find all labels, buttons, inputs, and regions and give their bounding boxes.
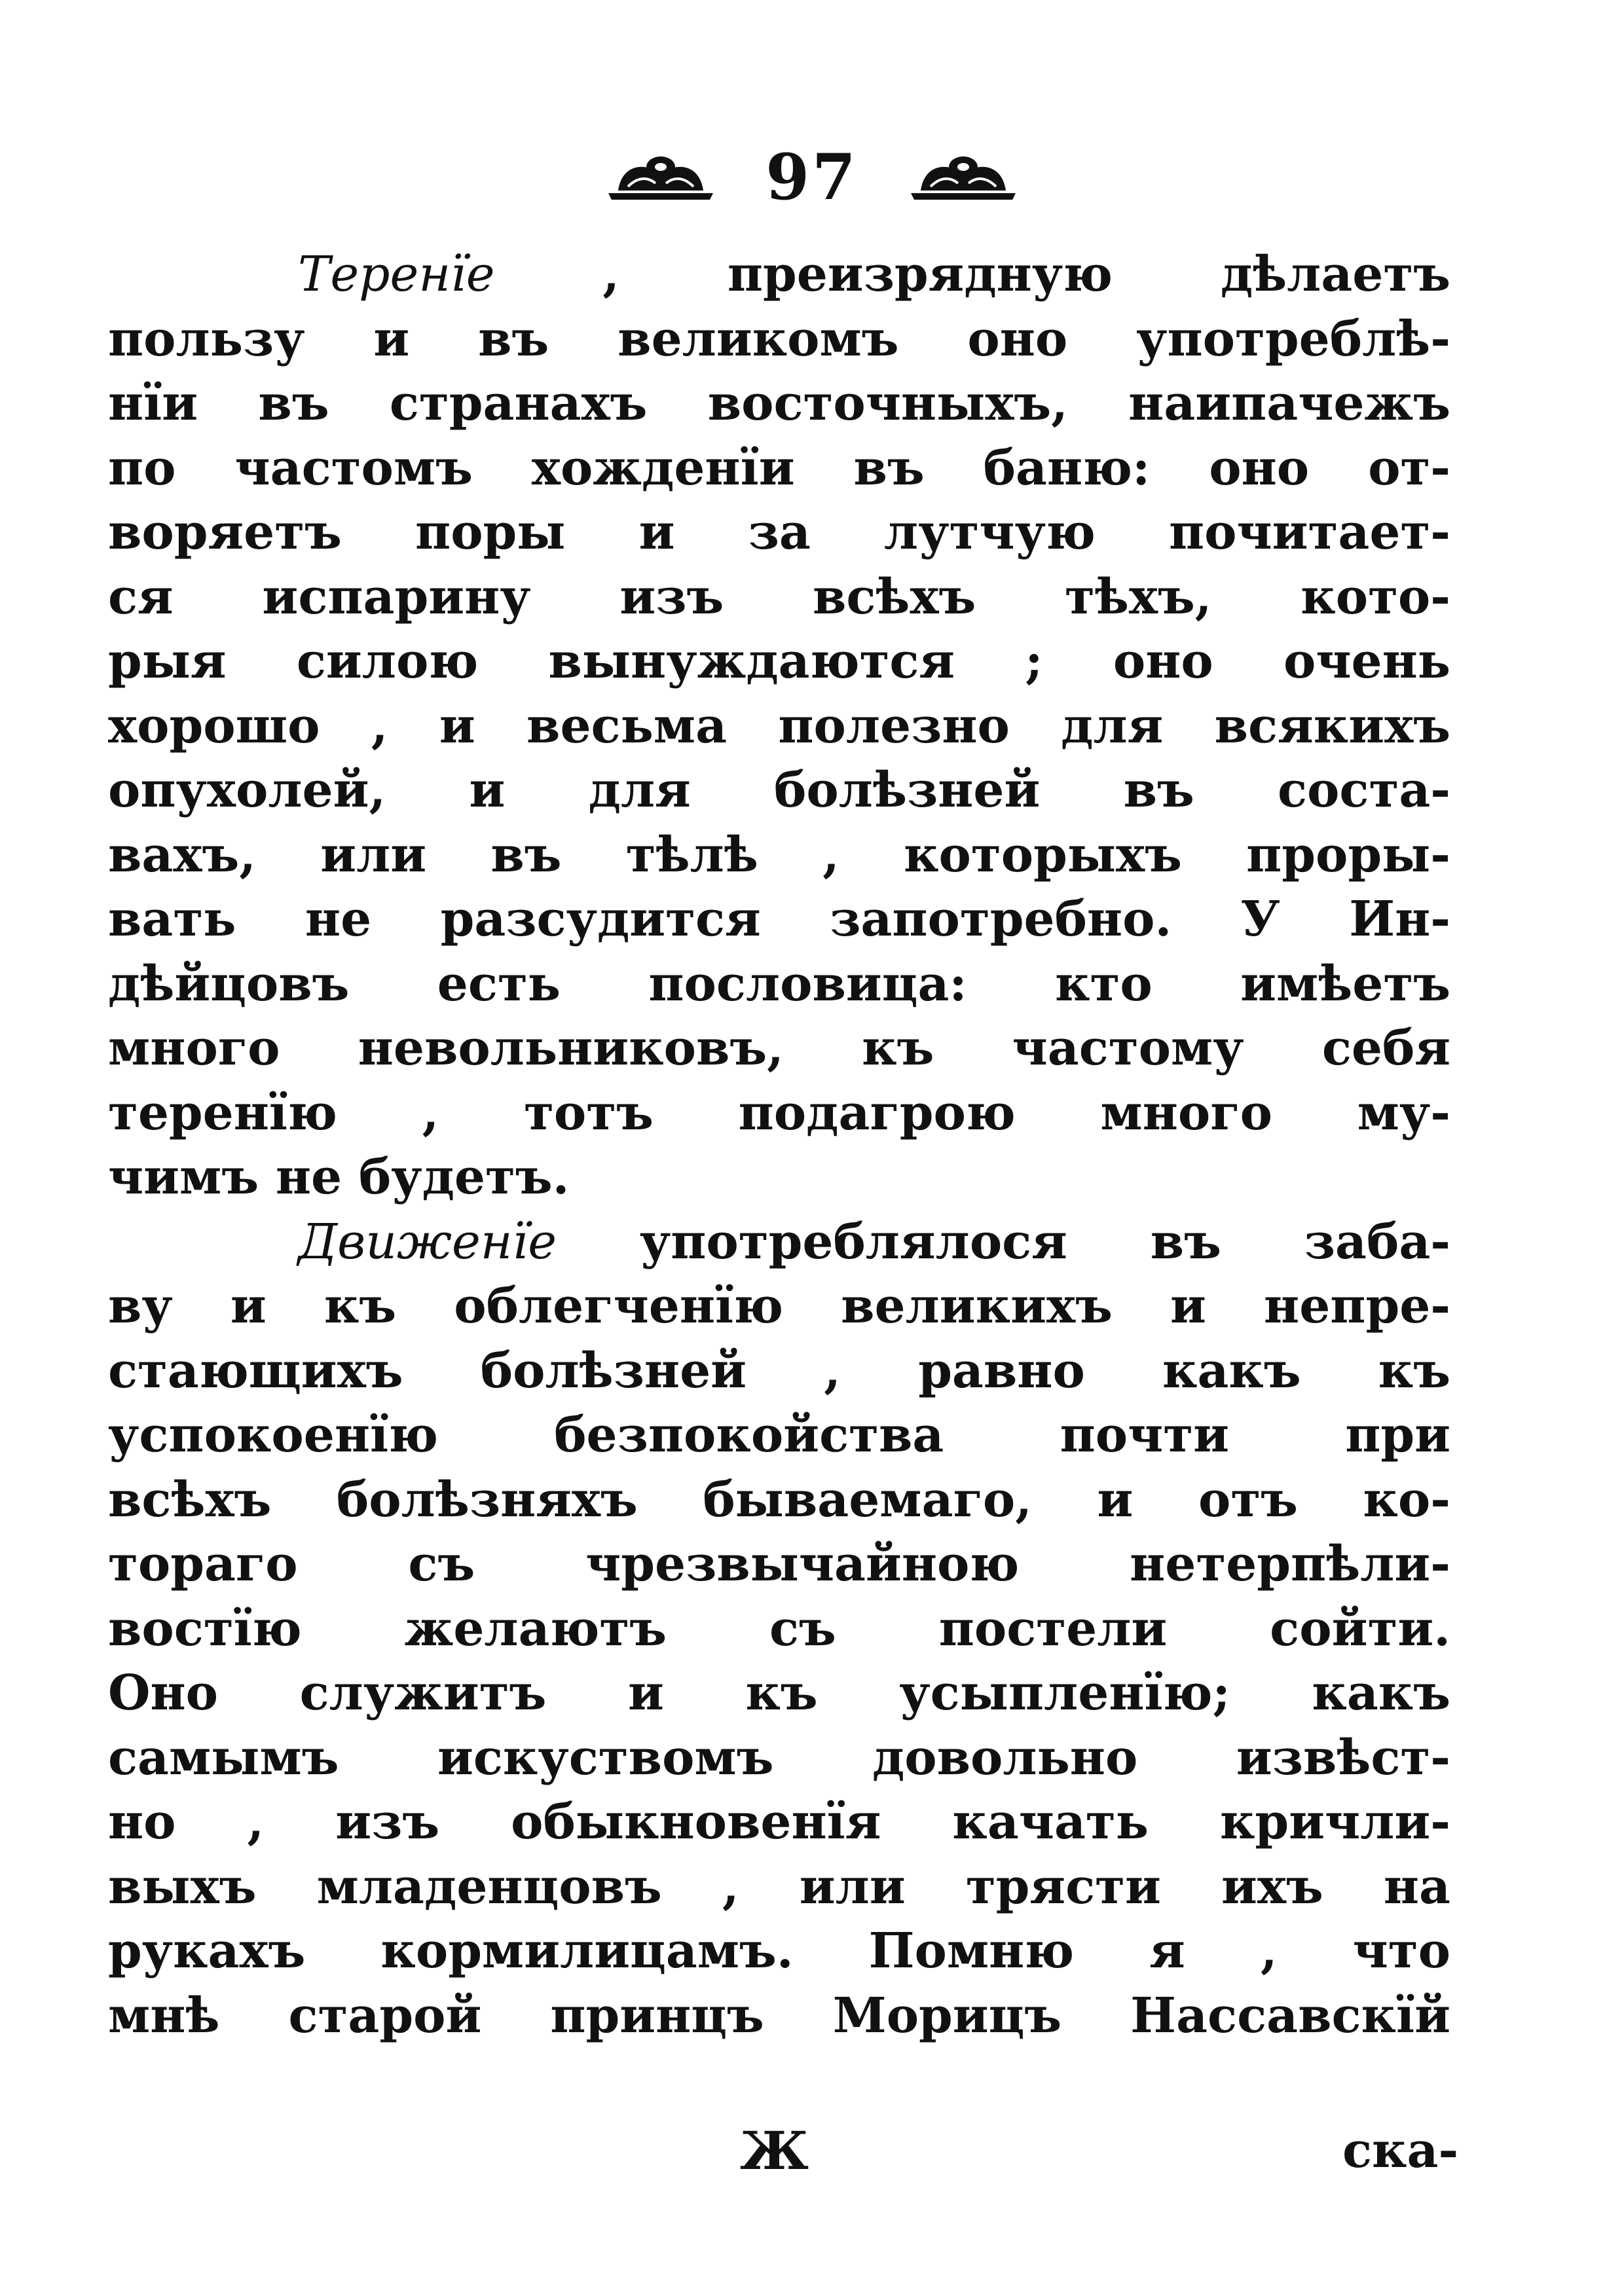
catchword: ска- <box>1342 2123 1459 2179</box>
text-line: по частомъ хожденїи въ баню: оно от- <box>108 439 1450 496</box>
crown-ornament-icon <box>602 147 720 206</box>
text-line: всѣхъ болѣзняхъ бываемаго, и отъ ко- <box>108 1471 1450 1528</box>
text-line: востїю желаютъ съ постели сойти. <box>108 1600 1450 1657</box>
text-line: дѣйцовъ есть пословица: кто имѣетъ <box>108 955 1450 1012</box>
text-line: тораго съ чрезвычайною нетерпѣли- <box>108 1536 1450 1592</box>
text-line: Оно служитъ и къ усыпленїю; какъ <box>108 1665 1450 1721</box>
text-line <box>108 242 1450 307</box>
text-line: нїи въ странахъ восточныхъ, наипачежъ <box>108 375 1450 431</box>
line-text: употреблялося въ забa- <box>639 1213 1450 1270</box>
body-text <box>108 242 1450 2048</box>
text-line: ся испарину изъ всѣхъ тѣхъ, кото- <box>108 568 1450 625</box>
text-line: успокоенїю безпокойства почти при <box>108 1407 1450 1463</box>
text-line: много невольниковъ, къ частому себя <box>108 1020 1450 1076</box>
text-line: самымъ искуствомъ довольно извѣст- <box>108 1729 1450 1786</box>
text-line: хорошо , и весьма полезно для всякихъ <box>108 697 1450 754</box>
text-line: мнѣ старой принцъ Морицъ Нассавскїй <box>108 1987 1450 2044</box>
paragraph-lead-word: Теренїе <box>298 246 495 302</box>
text-line: воряетъ поры и за лутчую почитает- <box>108 504 1450 560</box>
text-line: выхъ младенцовъ , или трясти ихъ на <box>108 1858 1450 1915</box>
text-line: рукахъ кормилицамъ. Помню я , что <box>108 1923 1450 1979</box>
text-line: опухолей, и для болѣзней въ соста- <box>108 762 1450 818</box>
page-header <box>0 141 1624 213</box>
text-line: но , изъ обыкновенїя качать кричли- <box>108 1794 1450 1850</box>
line-text: , преизрядную дѣлаетъ <box>602 246 1450 302</box>
text-line: стающихъ болѣзней , равно какъ къ <box>108 1342 1450 1399</box>
text-line: теренїю , тотъ подагрою много му- <box>108 1084 1450 1141</box>
text-line: рыя силою вынуждаются ; оно очень <box>108 633 1450 689</box>
text-line: ву и къ облегченїю великихъ и непре- <box>108 1278 1450 1334</box>
page-footer <box>0 2118 1624 2183</box>
text-line: чимъ не будетъ. <box>108 1149 570 1205</box>
signature-mark: Ж <box>740 2120 809 2181</box>
paragraph-lead-word: Движенїе <box>298 1213 557 1270</box>
text-line: вать не разсудится запотребно. У Ин- <box>108 891 1450 947</box>
text-line <box>108 1210 1450 1275</box>
text-line: вахъ, или въ тѣлѣ , которыхъ проры- <box>108 826 1450 883</box>
text-line: пользу и въ великомъ оно употреблѣ- <box>108 310 1450 367</box>
crown-ornament-icon <box>904 147 1022 206</box>
page-number: 97 <box>766 139 858 214</box>
